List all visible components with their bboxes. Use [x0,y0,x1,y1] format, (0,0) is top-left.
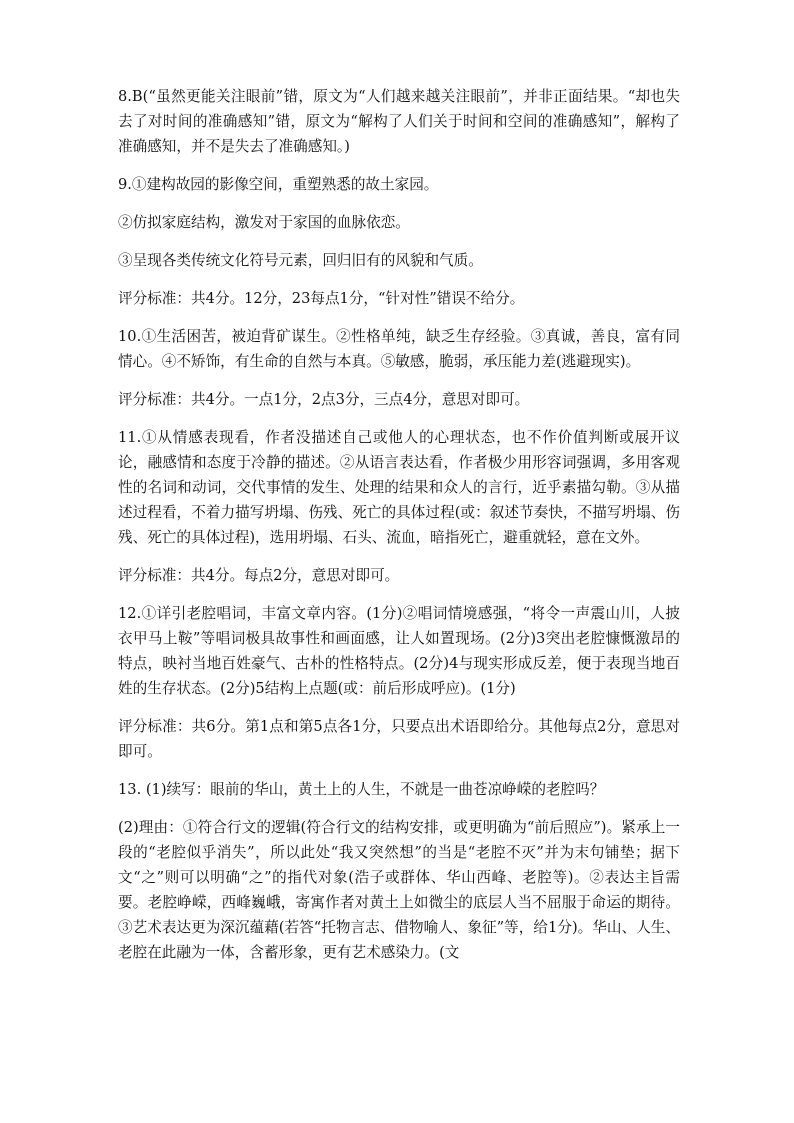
answer-13-part-2: (2)理由：①符合行文的逻辑(符合行文的结构安排，或更明确为“前后照应”)。紧承上一段的“老腔似乎消失”，所以此处“我又突然想”的当是“老腔不灭”并为末句铺垫；据下文“之”则可以明确“之”的指代对象(浩子或群体、华山西峰、老腔等)。②表达主旨需要。老腔峥嵘，西峰巍峨，寄寓作者对黄土上如微尘的底层人当不屈服于命运的期待。③艺术表达更为深沉蕴藉(若答“托物言志、借物喻人、象征”等，给1分)。华山、人生、老腔在此融为一体，含蓄形象，更有艺术感染力。(文 [118,819,680,961]
answer-document [118,84,680,978]
answer-10: 10.①生活困苦，被迫背矿谋生。②性格单纯，缺乏生存经验。③真诚，善良，富有同情心。④不矫饰，有生命的自然与本真。⑤敏感，脆弱，承压能力差(逃避现实)。 [118,328,680,370]
answer-9-point-1: 9.①建构故园的影像空间，重塑熟悉的故土家园。 [118,176,439,193]
answer-12: 12.①详引老腔唱词，丰富文章内容。(1分)②唱词情境感强，“将令一声震山川，人披衣甲马上鞍”等唱词极具故事性和画面感，让人如置现场。(2分)3突出老腔慷慨激昂的特点，映衬当地百姓豪气、古朴的性格特点。(2分)4与现实形成反差，便于表现当地百姓的生存状态。(2分)5结构上点题(或：前后形成呼应)。(1分) [118,605,680,697]
answer-9-point-2: ②仿拟家庭结构，激发对于家国的血脉依恋。 [118,214,410,231]
answer-9-point-3: ③呈现各类传统文化符号元素，回归旧有的风貌和气质。 [118,252,483,269]
scoring-criteria-9: 评分标准：共4分。12分，23每点1分，“针对性”错误不给分。 [118,290,525,307]
scoring-criteria-10: 评分标准：共4分。一点1分，2点3分，三点4分，意思对即可。 [118,391,530,408]
scoring-criteria-11: 评分标准：共4分。每点2分，意思对即可。 [118,567,400,584]
scoring-criteria-12: 评分标准：共6分。第1点和第5点各1分，只要点出术语即给分。其他每点2分，意思对即可。 [118,718,680,760]
answer-13-part-1: 13. (1)续写：眼前的华山，黄土上的人生，不就是一曲苍凉峥嵘的老腔吗？ [118,781,605,798]
answer-8: 8.B(“虽然更能关注眼前”错，原文为“人们越来越关注眼前”，并非正面结果。“却也失去了对时间的准确感知”错，原文为“解构了人们关于时间和空间的准确感知”，解构了准确感知，并不是失去了准确感知。) [118,88,680,155]
answer-11: 11.①从情感表现看，作者没描述自己或他人的心理状态，也不作价值判断或展开议论，融感情和态度于冷静的描述。②从语言表达看，作者极少用形容词强调，多用客观性的名词和动词，交代事情的发生、处理的结果和众人的言行，近乎素描勾勒。③从描述过程看，不着力描写坍塌、伤残、死亡的具体过程(或：叙述节奏快，不描写坍塌、伤残、死亡的具体过程)，选用坍塌、石头、流血，暗指死亡，避重就轻，意在文外。 [118,429,680,546]
